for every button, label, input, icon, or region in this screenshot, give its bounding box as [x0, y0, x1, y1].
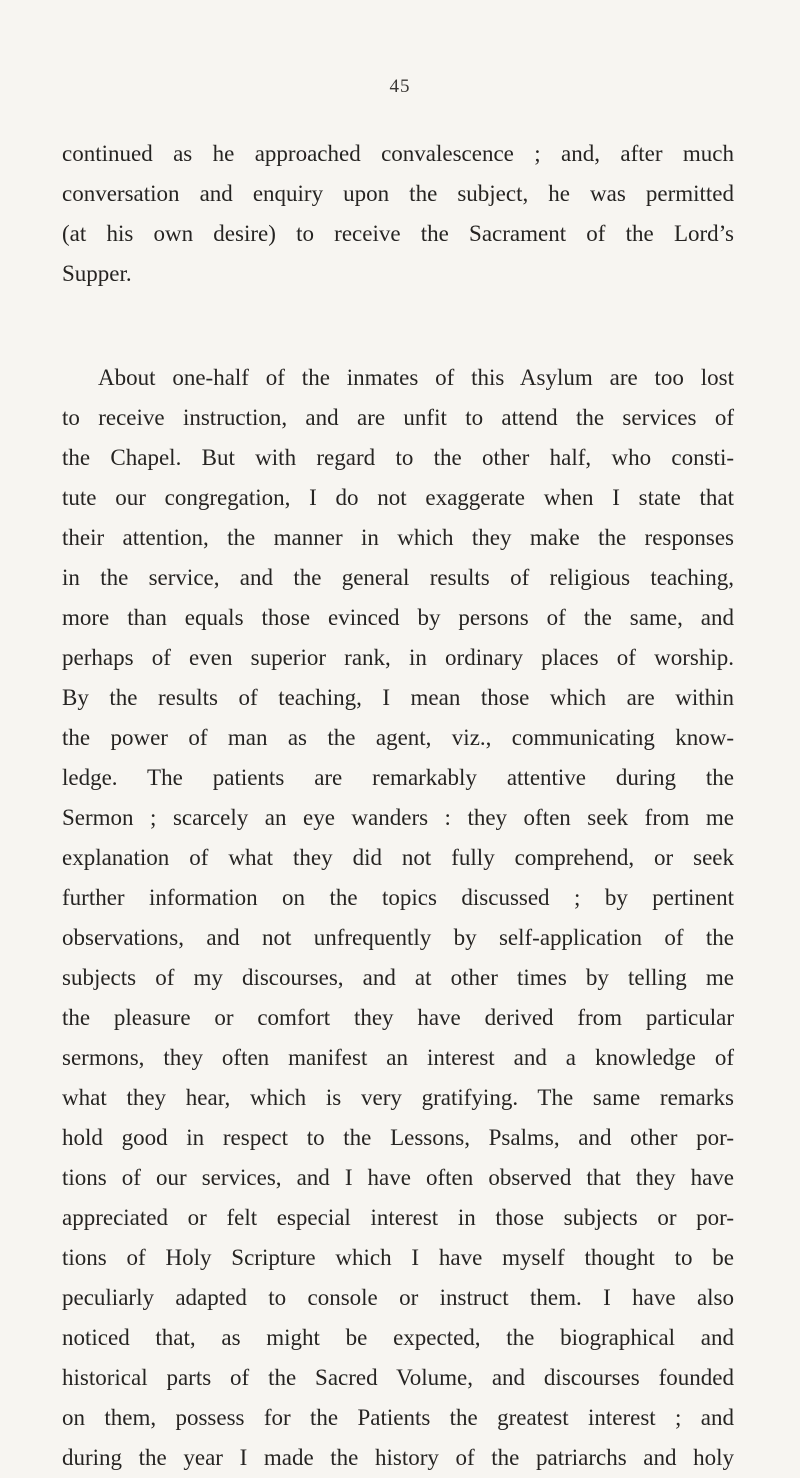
- text-line: noticed that, as might be expected, the biographical and: [62, 1325, 734, 1350]
- text-line: tions of Holy Scripture which I have myself thought to be: [62, 1245, 734, 1270]
- text-line: tions of our services, and I have often observed that they have: [62, 1165, 734, 1190]
- text-line: observations, and not unfrequently by self-application of the: [62, 925, 734, 950]
- page-number: 45: [389, 76, 411, 97]
- text-line: subjects of my discourses, and at other times by telling me: [62, 965, 734, 990]
- text-line: in the service, and the general results of religious teaching,: [62, 565, 734, 590]
- text-line: Sermon ; scarcely an eye wanders : they often seek from me: [62, 805, 734, 830]
- text-line: appreciated or felt especial interest in those subjects or por-: [62, 1205, 734, 1230]
- text-line: Supper.: [62, 261, 132, 286]
- text-line: to receive instruction, and are unfit to attend the services of: [62, 405, 734, 430]
- text-line: perhaps of even superior rank, in ordinary places of worship.: [62, 645, 734, 670]
- text-line: on them, possess for the Patients the greatest interest ; and: [62, 1405, 734, 1430]
- text-line: the pleasure or comfort they have derived from particular: [62, 1005, 734, 1030]
- text-line: historical parts of the Sacred Volume, and discourses founded: [62, 1365, 734, 1390]
- paragraph-1: [62, 134, 734, 294]
- text-line: About one-half of the inmates of this Asylum are too lost: [98, 365, 734, 390]
- text-line: the Chapel. But with regard to the other half, who consti-: [62, 445, 734, 470]
- text-line: tute our congregation, I do not exaggerate when I state that: [62, 485, 734, 510]
- text-line: continued as he approached convalescence ; and, after much: [62, 141, 734, 166]
- text-line: more than equals those evinced by persons of the same, and: [62, 605, 734, 630]
- paragraph-gap: [62, 294, 734, 358]
- text-line: (at his own desire) to receive the Sacrament of the Lord’s: [62, 221, 734, 246]
- text-line: explanation of what they did not fully comprehend, or seek: [62, 845, 734, 870]
- body-text: [62, 134, 734, 1478]
- text-line: the power of man as the agent, viz., communicating know-: [62, 725, 734, 750]
- text-line: By the results of teaching, I mean those which are within: [62, 685, 734, 710]
- text-line: conversation and enquiry upon the subject, he was permitted: [62, 181, 734, 206]
- paragraph-2: [62, 358, 734, 1478]
- text-line: their attention, the manner in which they make the responses: [62, 525, 734, 550]
- text-line: during the year I made the history of the patriarchs and holy: [62, 1445, 734, 1470]
- text-line: what they hear, which is very gratifying. The same remarks: [62, 1085, 734, 1110]
- text-line: further information on the topics discussed ; by pertinent: [62, 885, 734, 910]
- text-line: sermons, they often manifest an interest and a knowledge of: [62, 1045, 734, 1070]
- text-line: hold good in respect to the Lessons, Psalms, and other por-: [62, 1125, 734, 1150]
- text-line: peculiarly adapted to console or instruct them. I have also: [62, 1285, 734, 1310]
- text-line: ledge. The patients are remarkably attentive during the: [62, 765, 734, 790]
